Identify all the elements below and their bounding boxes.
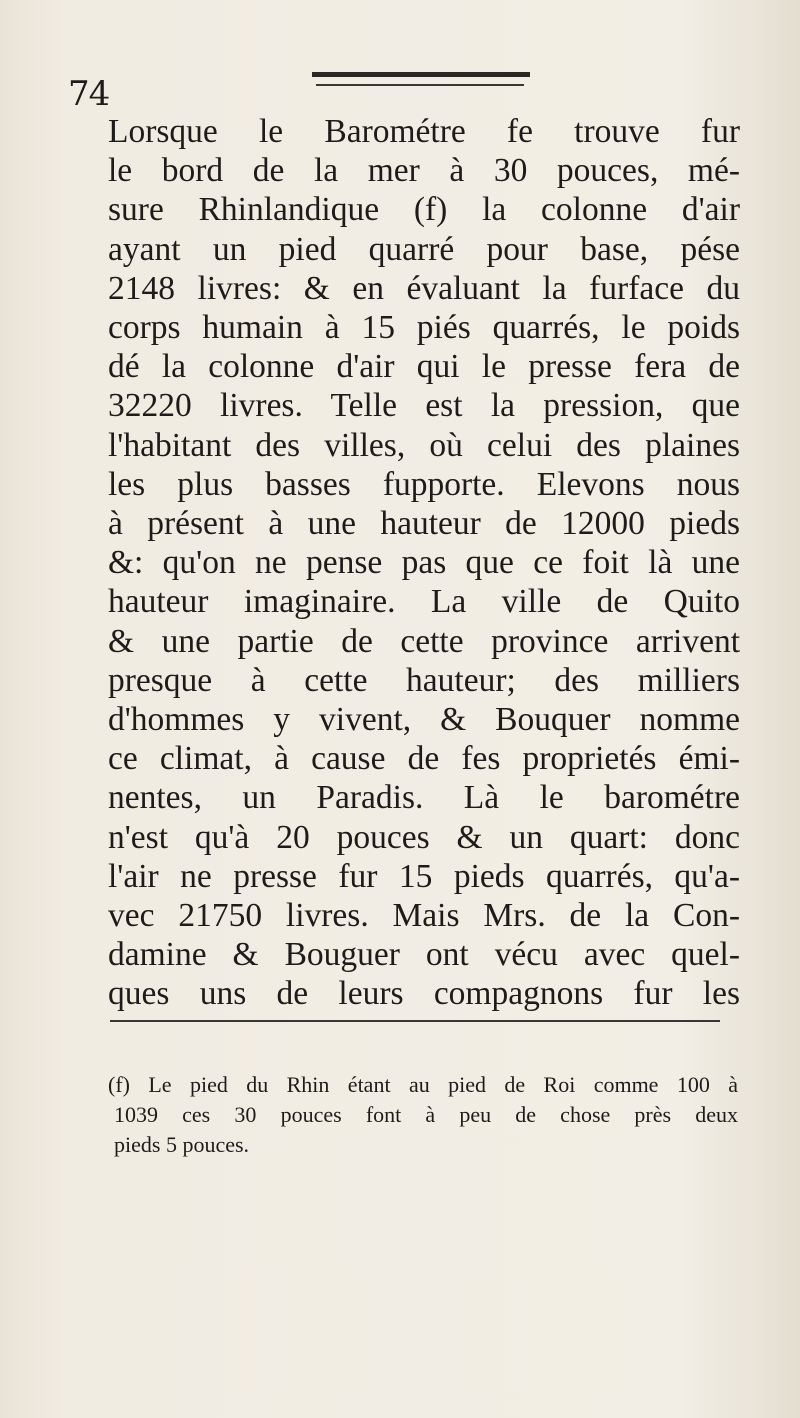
footnote-rule — [110, 1020, 720, 1022]
text-line: nentes, un Paradis. Là le barométre — [108, 779, 740, 817]
text-line: hauteur imaginaire. La ville de Quito — [108, 583, 740, 621]
text-line: corps humain à 15 piés quarrés, le poids — [108, 309, 740, 347]
text-line: à présent à une hauteur de 12000 pieds — [108, 505, 740, 543]
page-number: 74 — [68, 74, 110, 114]
text-line: ayant un pied quarré pour base, pése — [108, 230, 740, 268]
text-line: l'habitant des villes, où celui des plaines — [108, 426, 740, 464]
text-line: damine & Bouguer ont vécu avec quel- — [108, 936, 740, 974]
header-rule-thin — [316, 84, 524, 86]
text-line: Lorsque le Barométre fe trouve fur — [108, 113, 740, 150]
text-line: d'hommes y vivent, & Bouquer nomme — [108, 701, 740, 739]
text-line: 32220 livres. Telle est la pression, que — [108, 387, 740, 425]
text-line: ques uns de leurs compagnons fur les — [108, 975, 740, 1013]
footnote-line: pieds 5 pouces. — [114, 1132, 250, 1157]
text-line: & une partie de cette province arrivent — [108, 622, 740, 660]
text-line: sure Rhinlandique (f) la colonne d'air — [108, 191, 740, 229]
footnote-line: 1039 ces 30 pouces font à peu de chose près deux — [114, 1102, 738, 1127]
text-line: presque à cette hauteur; des milliers — [108, 661, 740, 699]
text-line: dé la colonne d'air qui le presse fera de — [108, 348, 740, 386]
text-line: 2148 livres: & en évaluant la furface du — [108, 269, 740, 307]
footnote — [108, 1070, 738, 1160]
header-rule — [312, 72, 530, 77]
text-line: n'est qu'à 20 pouces & un quart: donc — [108, 818, 740, 856]
text-line: vec 21750 livres. Mais Mrs. de la Con- — [108, 897, 740, 935]
text-line: le bord de la mer à 30 pouces, mé- — [108, 152, 740, 190]
text-line: l'air ne presse fur 15 pieds quarrés, qu'a- — [108, 857, 740, 895]
body-paragraph — [108, 112, 740, 1014]
text-line: les plus basses fupporte. Elevons nous — [108, 465, 740, 503]
text-line: &: qu'on ne pense pas que ce foit là une — [108, 544, 740, 582]
footnote-line: (f) Le pied du Rhin étant au pied de Roi comme 100 à — [108, 1072, 738, 1097]
text-line: ce climat, à cause de fes proprietés émi- — [108, 740, 740, 778]
